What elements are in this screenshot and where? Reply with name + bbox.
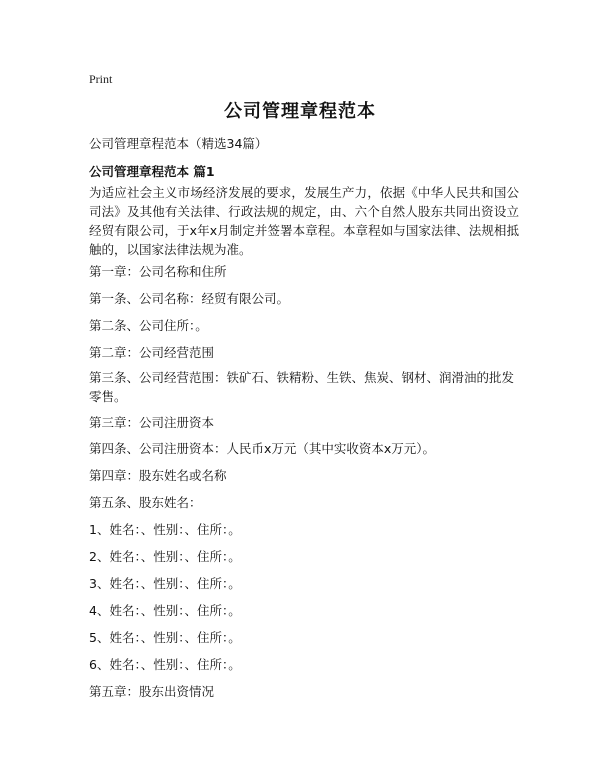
section-heading: 公司管理章程范本 篇1	[89, 164, 215, 179]
article-line-4: 第四条、公司注册资本：人民币x万元（其中实收资本x万元）。	[89, 441, 436, 456]
shareholder-item-3: 3、姓名：、性别：、住所：。	[89, 576, 241, 591]
shareholder-item-5: 5、姓名：、性别：、住所：。	[89, 630, 241, 645]
shareholder-item-6: 6、姓名：、性别：、住所：。	[89, 657, 241, 672]
article-line-1: 第一条、公司名称：经贸有限公司。	[89, 291, 290, 306]
chapter-heading-4: 第四章：股东姓名或名称	[89, 468, 227, 483]
chapter-heading-5: 第五章：股东出资情况	[89, 684, 215, 699]
print-link[interactable]: Print	[89, 72, 113, 86]
article-line-2: 第二条、公司住所：。	[89, 318, 208, 333]
shareholder-item-1: 1、姓名：、性别：、住所：。	[89, 522, 241, 537]
article-line-3: 第三条、公司经营范围：铁矿石、铁精粉、生铁、焦炭、钢材、润滑油的批发零售。	[89, 370, 515, 404]
chapter-heading-2: 第二章：公司经营范围	[89, 345, 215, 360]
intro-paragraph: 为适应社会主义市场经济发展的要求，发展生产力，依据《中华人民共和国公司法》及其他有关法律、行政法规的规定，由、六个自然人股东共同出资设立经贸有限公司，于x年x月制定并签署本章程。本章程如与国家法律、法规相抵触的，以国家法律法规为准。	[89, 185, 519, 257]
shareholder-item-2: 2、姓名：、性别：、住所：。	[89, 549, 241, 564]
article-line-5: 第五条、股东姓名：	[89, 495, 202, 510]
chapter-heading-3: 第三章：公司注册资本	[89, 415, 215, 430]
shareholder-item-4: 4、姓名：、性别：、住所：。	[89, 603, 241, 618]
page-title: 公司管理章程范本	[224, 101, 376, 122]
document-subtitle: 公司管理章程范本（精选34篇）	[89, 136, 268, 151]
chapter-heading-1: 第一章：公司名称和住所	[89, 264, 227, 279]
